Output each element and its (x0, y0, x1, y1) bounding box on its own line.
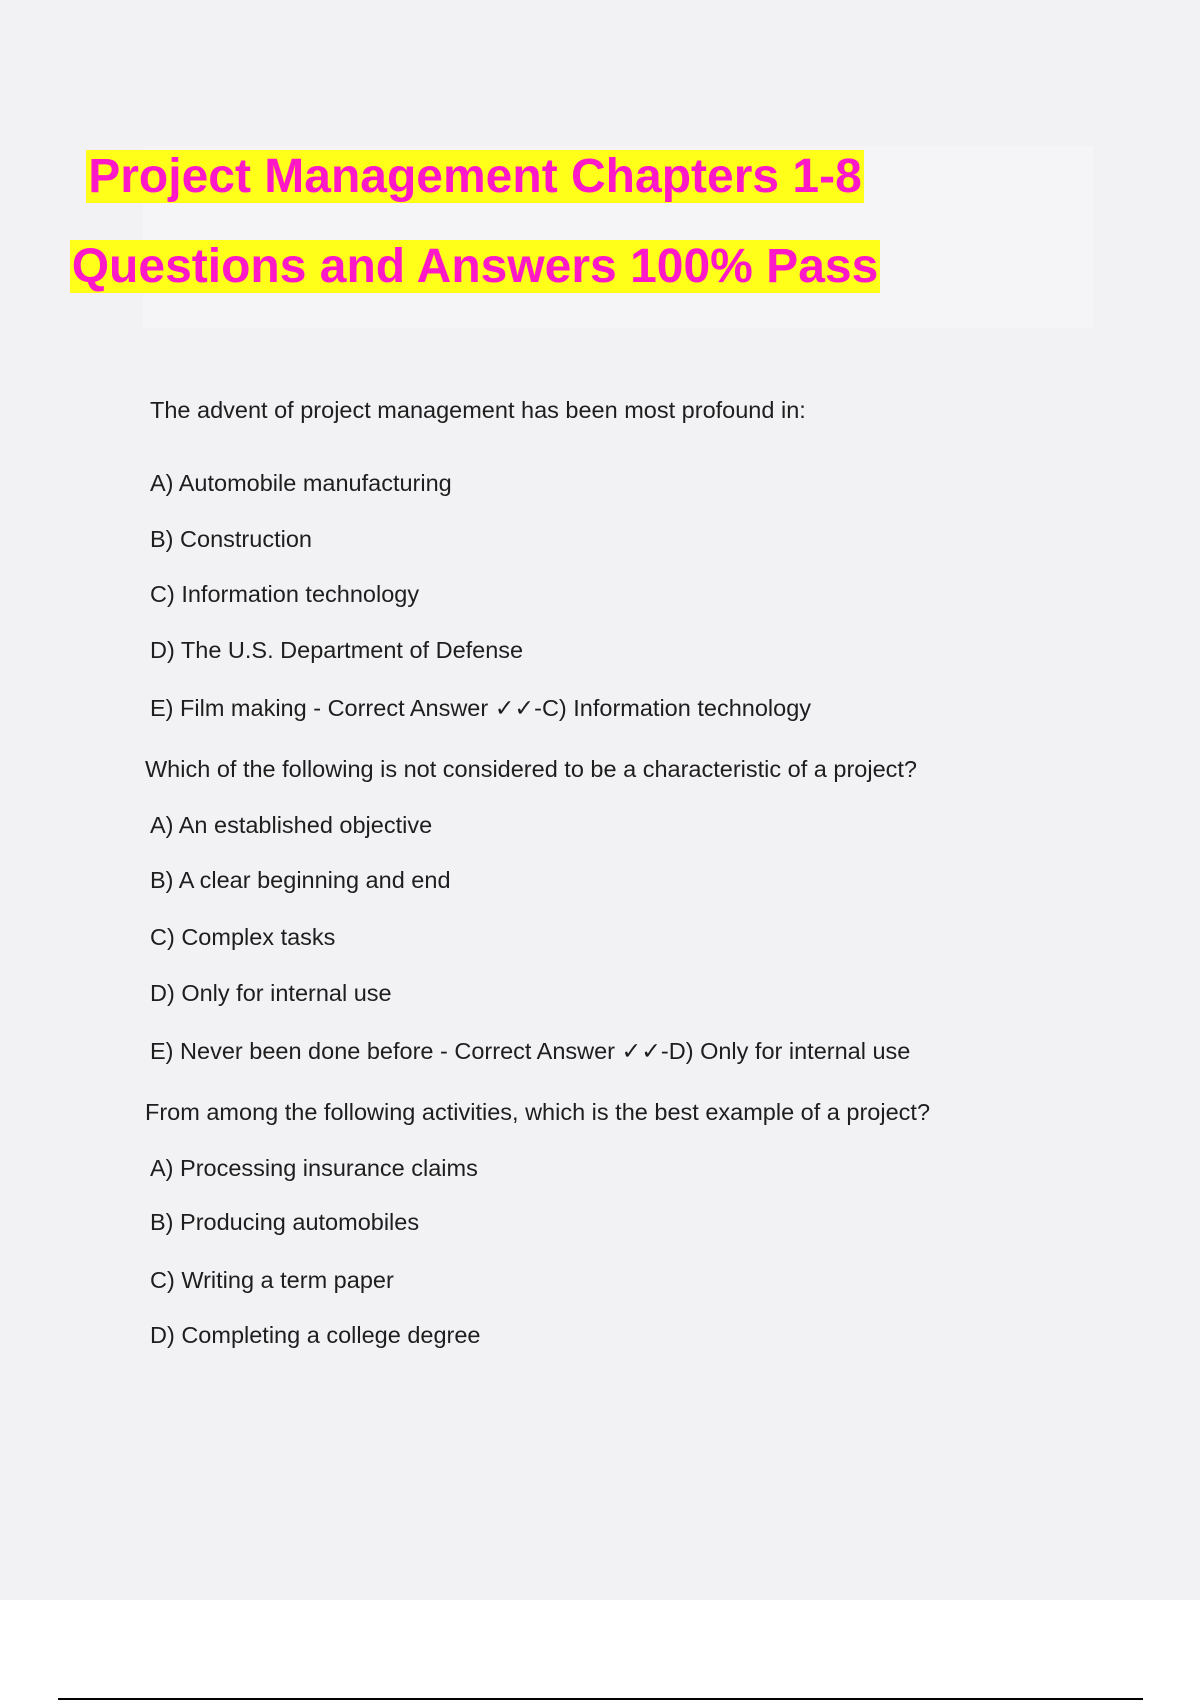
question-1-option-e-answer: E) Film making - Correct Answer ✓✓-C) Information technology (150, 695, 812, 721)
question-1-option-a: A) Automobile manufacturing (150, 470, 452, 496)
question-2-text: Which of the following is not considered to be a characteristic of a project? (145, 756, 917, 782)
question-3-option-d: D) Completing a college degree (150, 1322, 481, 1348)
question-3-option-c: C) Writing a term paper (150, 1267, 394, 1293)
question-2-option-c: C) Complex tasks (150, 924, 336, 950)
question-1-option-c: C) Information technology (150, 581, 420, 607)
question-2-option-b: B) A clear beginning and end (150, 867, 451, 893)
document-title-line-2: Questions and Answers 100% Pass (71, 240, 879, 293)
question-2-option-a: A) An established objective (150, 812, 433, 838)
question-3-text: From among the following activities, which is the best example of a project? (145, 1099, 931, 1125)
question-1-option-d: D) The U.S. Department of Defense (150, 637, 524, 663)
question-2-option-e-answer: E) Never been done before - Correct Answer ✓✓-D) Only for internal use (150, 1038, 911, 1064)
document-title-line-1: Project Management Chapters 1-8 (88, 150, 862, 203)
question-3-option-a: A) Processing insurance claims (150, 1155, 478, 1181)
question-3-option-b: B) Producing automobiles (150, 1209, 420, 1235)
question-1-option-b: B) Construction (150, 526, 312, 552)
question-1-text: The advent of project management has been most profound in: (150, 397, 806, 423)
question-2-option-d: D) Only for internal use (150, 980, 392, 1006)
